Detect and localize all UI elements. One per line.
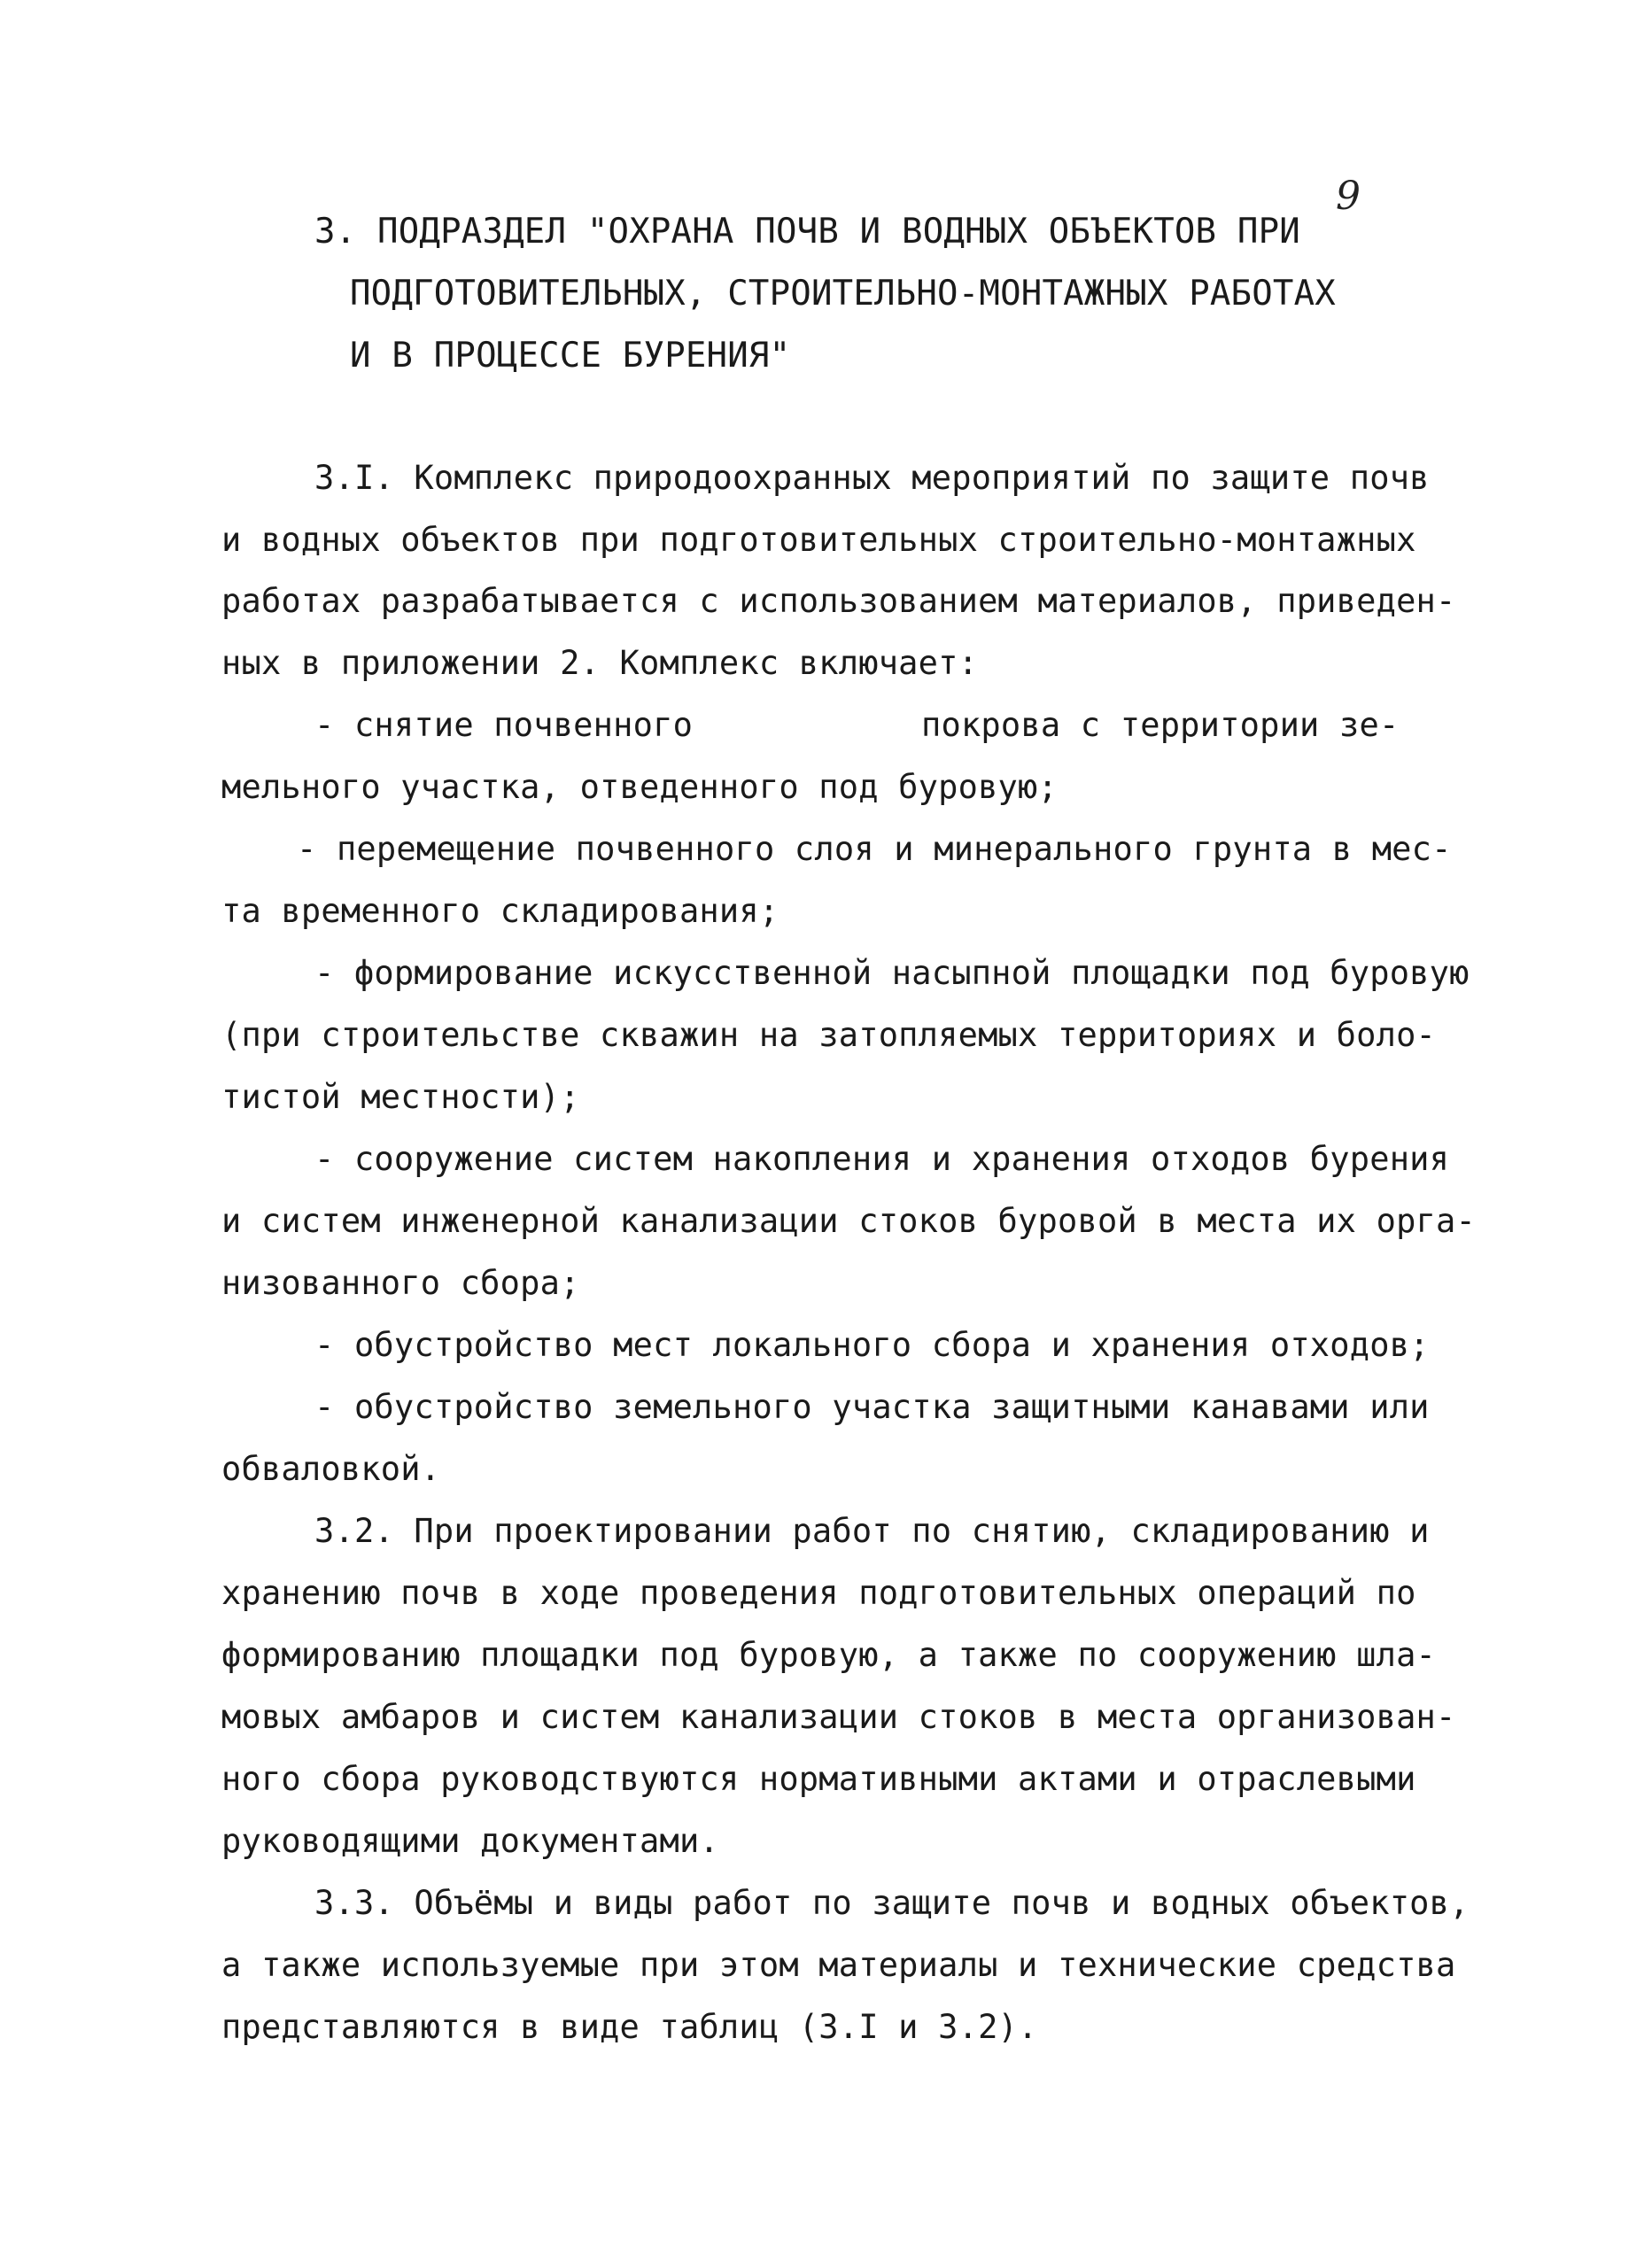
text-line: работах разрабатывается с использованием материалов, приведен-: [221, 582, 1456, 620]
text-line: - формирование искусственной насыпной площадки под буровую: [314, 954, 1470, 992]
text-line: хранению почв в ходе проведения подготовительных операций по: [221, 1574, 1416, 1612]
text-line: ного сбора руководствуются нормативными актами и отраслевыми: [221, 1760, 1416, 1798]
text-line: - снятие почвенного: [314, 706, 694, 744]
text-line: - перемещение почвенного слоя и минерального грунта в мес-: [297, 830, 1452, 868]
text-line: (при строительстве скважин на затопляемых территориях и боло-: [221, 1016, 1437, 1054]
text-line: покрова с территории зе-: [921, 706, 1400, 744]
text-line: формированию площадки под буровую, а также по сооружению шла-: [221, 1636, 1437, 1674]
text-line: мовых амбаров и систем канализации стоков в места организован-: [221, 1698, 1456, 1736]
text-line: 3.3. Объёмы и виды работ по защите почв и водных объектов,: [314, 1884, 1470, 1922]
text-line: тистой местности);: [221, 1078, 580, 1116]
text-line: и систем инженерной канализации стоков буровой в места их орга-: [221, 1202, 1476, 1240]
text-line: - обустройство земельного участка защитными канавами или: [314, 1388, 1430, 1426]
text-line: 3.I. Комплекс природоохранных мероприятий по защите почв: [314, 459, 1430, 497]
text-line: ных в приложении 2. Комплекс включает:: [221, 644, 979, 682]
text-line: руководящими документами.: [221, 1822, 719, 1860]
heading-line: 3. ПОДРАЗДЕЛ "ОХРАНА ПОЧВ И ВОДНЫХ ОБЪЕКТОВ ПРИ: [314, 212, 1300, 252]
text-line: обваловкой.: [221, 1450, 441, 1488]
heading-line: И В ПРОЦЕССЕ БУРЕНИЯ": [350, 336, 791, 376]
text-line: представляются в виде таблиц (3.I и 3.2).: [221, 2008, 1038, 2046]
text-line: низованного сбора;: [221, 1264, 580, 1302]
text-line: а также используемые при этом материалы и технические средства: [221, 1946, 1456, 1984]
heading-line: ПОДГОТОВИТЕЛЬНЫХ, СТРОИТЕЛЬНО-МОНТАЖНЫХ РАБОТАХ: [350, 274, 1336, 314]
text-line: - обустройство мест локального сбора и хранения отходов;: [314, 1326, 1430, 1364]
page-number: 9: [1336, 174, 1361, 219]
text-line: и водных объектов при подготовительных строительно-монтажных: [221, 521, 1416, 559]
text-line: 3.2. При проектировании работ по снятию, складированию и: [314, 1512, 1430, 1550]
text-line: мельного участка, отведенного под буровую;: [221, 768, 1058, 806]
text-line: - сооружение систем накопления и хранения отходов бурения: [314, 1140, 1450, 1178]
text-line: та временного складирования;: [221, 892, 779, 930]
